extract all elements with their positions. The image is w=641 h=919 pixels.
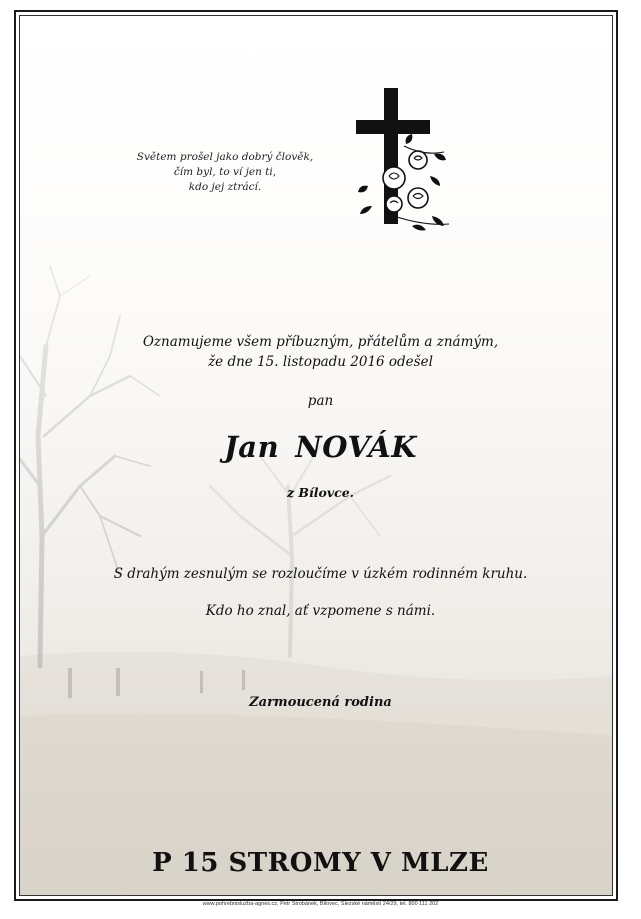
remember-text: Kdo ho znal, ať vzpomene s námi. — [205, 603, 436, 619]
cross-with-roses-icon — [354, 86, 450, 234]
signature: Zarmoucená rodina — [249, 695, 392, 710]
verse-line: čím byl, to ví jen ti, — [173, 166, 277, 178]
announcement-line: že dne 15. listopadu 2016 odešel — [208, 354, 433, 370]
farewell-text: S drahým zesnulým se rozloučíme v úzkém rodinném kruhu. — [113, 566, 528, 582]
verse — [130, 150, 320, 195]
verse-line: kdo jej ztrácí. — [188, 181, 262, 193]
announcement — [0, 332, 641, 372]
announcement-line: Oznamujeme všem příbuzným, přátelům a známým, — [142, 334, 499, 350]
footer-imprint: www.pohrebnisluzba-agnes.cz, Petr Štrobánek, Bílovec, Slezské náměstí 24/29, tel. 800 111 202 — [202, 901, 439, 907]
first-name: Jan — [224, 430, 280, 464]
last-name: NOVÁK — [295, 430, 417, 464]
title-word: pan — [307, 393, 334, 409]
template-code: P 15 STROMY V MLZE — [152, 848, 489, 878]
verse-line: Světem prošel jako dobrý člověk, — [136, 151, 314, 163]
deceased-origin: z Bílovce. — [286, 485, 355, 500]
deceased-name — [0, 430, 641, 464]
